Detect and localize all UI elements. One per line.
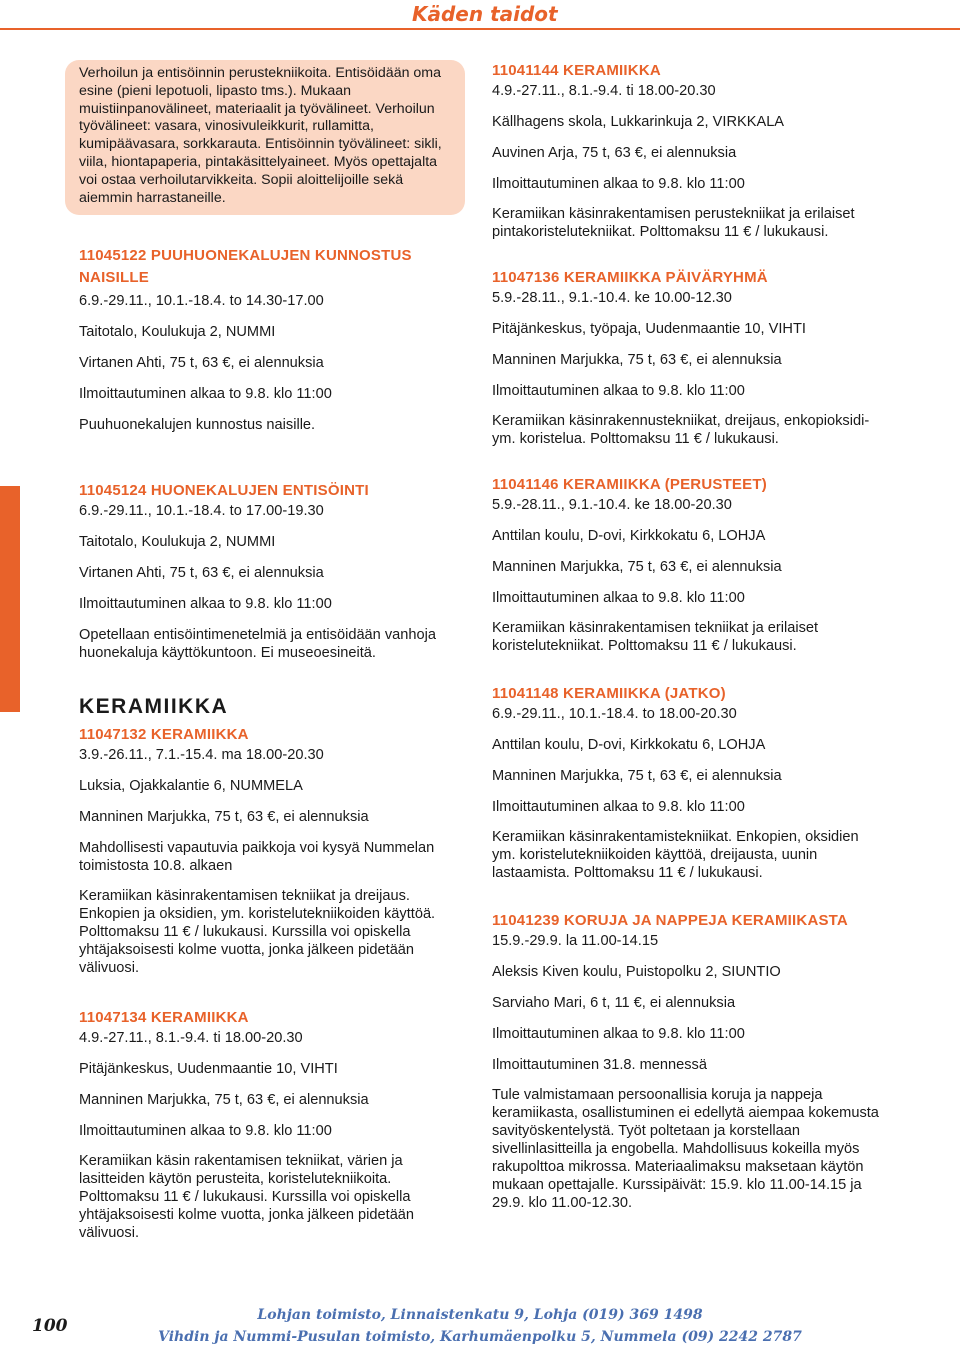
course-block (492, 60, 884, 241)
course-registration: Ilmoittautuminen alkaa to 9.8. klo 11:00 (79, 386, 332, 403)
course-block (492, 474, 884, 655)
right-column (492, 60, 884, 1212)
course-place: Pitäjänkeskus, työpaja, Uudenmaantie 10, VIHTI (492, 321, 806, 337)
course-block (79, 480, 471, 662)
course-registration: Ilmoittautuminen alkaa to 9.8. klo 11:00 (492, 590, 745, 606)
course-place: Anttilan koulu, D-ovi, Kirkkokatu 6, LOHJA (492, 737, 766, 753)
section-heading-keramiikka: KERAMIIKKA (79, 695, 229, 719)
course-title: 11041239 KORUJA JA NAPPEJA KERAMIIKASTA (492, 912, 848, 929)
header-rule (0, 28, 960, 30)
course-description: Keramiikan käsinrakentamisen tekniikat ja erilaiset koristelutekniikat. Polttomaksu 11 € / lukukausi. (492, 620, 819, 654)
course-teacher: Auvinen Arja, 75 t, 63 €, ei alennuksia (492, 145, 737, 161)
course-place: Taitotalo, Koulukuja 2, NUMMI (79, 534, 276, 551)
footer-line-vihti: Vihdin ja Nummi-Pusulan toimisto, Karhumäenpolku 5, Nummela (09) 2242 2787 (158, 1329, 802, 1345)
course-dates: 6.9.-29.11., 10.1.-18.4. to 18.00-20.30 (492, 706, 737, 722)
footer-line-lohja: Lohjan toimisto, Linnaistenkatu 9, Lohja (019) 369 1498 (257, 1307, 703, 1323)
course-description: Keramiikan käsinrakennustekniikat, dreijaus, enkopioksidi- ym. koristelua. Polttomaksu 11 € / lukukausi. (492, 413, 870, 447)
course-registration: Ilmoittautuminen alkaa to 9.8. klo 11:00 (79, 596, 332, 613)
course-description: Keramiikan käsinrakentamisen perustekniikat ja erilaiset pintakoristelutekniikat. Polttomaksu 11 € / lukukausi. (492, 206, 855, 240)
course-title: 11047136 KERAMIIKKA PÄIVÄRYHMÄ (492, 269, 768, 286)
course-place: Luksia, Ojakkalantie 6, NUMMELA (79, 778, 303, 795)
course-block (79, 724, 471, 977)
course-dates: 4.9.-27.11., 8.1.-9.4. ti 18.00-20.30 (492, 83, 716, 99)
course-title: 11041148 KERAMIIKKA (JATKO) (492, 685, 726, 702)
course-title: 11045124 HUONEKALUJEN ENTISÖINTI (79, 482, 369, 500)
course-description: Opetellaan entisöintimenetelmiä ja entisöidään vanhoja huonekaluja käyttökuntoon. Ei museoesineitä. (79, 627, 436, 662)
course-place: Aleksis Kiven koulu, Puistopolku 2, SIUNTIO (492, 964, 781, 980)
footer-contacts (150, 1304, 810, 1348)
course-place: Pitäjänkeskus, Uudenmaantie 10, VIHTI (79, 1061, 338, 1078)
course-title: 11047132 KERAMIIKKA (79, 726, 249, 744)
course-block (79, 1007, 471, 1242)
course-dates: 6.9.-29.11., 10.1.-18.4. to 14.30-17.00 (79, 293, 324, 310)
course-description: Keramiikan käsinrakentamistekniikat. Enkopien, oksidien ym. koristelutekniikoiden käyttöä, dreijausta, uunin lastaamista. Polttomaksu 11 € / lukukausi. (492, 829, 859, 881)
course-registration: Ilmoittautuminen alkaa to 9.8. klo 11:00 (79, 1123, 332, 1140)
course-place: Taitotalo, Koulukuja 2, NUMMI (79, 324, 276, 341)
course-block (492, 267, 884, 448)
course-place: Anttilan koulu, D-ovi, Kirkkokatu 6, LOHJA (492, 528, 766, 544)
course-description: Keramiikan käsinrakentamisen tekniikat ja dreijaus. Enkopien ja oksidien, ym. koristelutekniikoiden käyttöä. Polttomaksu 11 € / lukukausi. Kurssilla voi opiskella yhtäjaksoisesti kolme vuotta, jonka jälkeen pidetään välivuosi. (79, 888, 436, 977)
course-dates: 15.9.-29.9. la 11.00-14.15 (492, 933, 659, 949)
course-block (492, 683, 884, 882)
course-teacher: Manninen Marjukka, 75 t, 63 €, ei alennuksia (492, 352, 782, 368)
course-block (79, 245, 471, 434)
course-dates: 3.9.-26.11., 7.1.-15.4. ma 18.00-20.30 (79, 747, 324, 764)
course-dates: 6.9.-29.11., 10.1.-18.4. to 17.00-19.30 (79, 503, 324, 520)
course-place: Källhagens skola, Lukkarinkuja 2, VIRKKALA (492, 114, 785, 130)
course-teacher: Virtanen Ahti, 75 t, 63 €, ei alennuksia (79, 355, 324, 372)
course-teacher: Sarviaho Mari, 6 t, 11 €, ei alennuksia (492, 995, 736, 1011)
course-teacher: Manninen Marjukka, 75 t, 63 €, ei alennuksia (79, 1092, 369, 1109)
intro-box: Verhoilun ja entisöinnin perustekniikoita. Entisöidään oma esine (pieni lepotuoli, lipasto tms.). Mukaan muistiinpanovälineet, materiaalit ja työvälineet. Verhoilun työvälineet: vasara, vinosivuleikkurit, rullamitta, kumipäävasara, sorkkarauta. Entisöinnin työvälineet: sikli, viila, hiontapaperia, pintakäsittelyaineet. Myös opettajalta voi ostaa verhoilutarvikkeita. Sopii aloittelijoille sekä aiemmin harrastaneille. (65, 60, 465, 215)
course-title: 11047134 KERAMIIKKA (79, 1009, 249, 1027)
course-title: 11045122 PUUHUONEKALUJEN KUNNOSTUS NAISILLE (79, 247, 412, 287)
course-registration: Ilmoittautuminen alkaa to 9.8. klo 11:00 (492, 799, 745, 815)
course-block (492, 910, 884, 1212)
course-teacher: Virtanen Ahti, 75 t, 63 €, ei alennuksia (79, 565, 324, 582)
course-teacher: Manninen Marjukka, 75 t, 63 €, ei alennuksia (492, 768, 782, 784)
course-description: Keramiikan käsin rakentamisen tekniikat, värien ja lasitteiden käytön perusteita, koristelutekniikoita. Polttomaksu 11 € / lukukausi. Kurssilla voi opiskella yhtäjaksoisesti kolme vuotta, jonka jälkeen pidetään välivuosi. (79, 1153, 415, 1242)
course-registration: Ilmoittautuminen alkaa to 9.8. klo 11:00 (492, 176, 745, 192)
course-title: 11041146 KERAMIIKKA (PERUSTEET) (492, 476, 767, 493)
course-registration-deadline: Ilmoittautuminen 31.8. mennessä (492, 1057, 707, 1073)
side-tab-marker (0, 486, 20, 712)
course-dates: 5.9.-28.11., 9.1.-10.4. ke 10.00-12.30 (492, 290, 732, 306)
course-teacher: Manninen Marjukka, 75 t, 63 €, ei alennuksia (79, 809, 369, 826)
page-number: 100 (32, 1316, 68, 1336)
course-title: 11041144 KERAMIIKKA (492, 62, 661, 79)
course-description: Puuhuonekalujen kunnostus naisille. (79, 417, 316, 434)
course-registration: Ilmoittautuminen alkaa to 9.8. klo 11:00 (492, 1026, 745, 1042)
course-teacher: Manninen Marjukka, 75 t, 63 €, ei alennuksia (492, 559, 782, 575)
course-registration: Ilmoittautuminen alkaa to 9.8. klo 11:00 (492, 383, 745, 399)
course-description: Tule valmistamaan persoonallisia koruja ja nappeja keramiikasta, osallistuminen ei edellytä aiempaa kokemusta savityöskentelystä. Työt poltetaan ja korstellaan sivellinlasitteilla ja engobella. Mahdollisuus kokeilla myös rakupolttoa mikrossa. Materiaalimaksu maksetaan käytön mukaan opettajalle. Kurssipäivät: 15.9. klo 11.00-14.15 ja 29.9. klo 11.00-12.30. (492, 1087, 879, 1211)
course-dates: 4.9.-27.11., 8.1.-9.4. ti 18.00-20.30 (79, 1030, 303, 1047)
course-registration: Mahdollisesti vapautuvia paikkoja voi kysyä Nummelan toimistosta 10.8. alkaen (79, 840, 435, 875)
page-header-title: Käden taidot (412, 2, 558, 26)
course-dates: 5.9.-28.11., 9.1.-10.4. ke 18.00-20.30 (492, 497, 732, 513)
left-column (79, 60, 471, 1242)
